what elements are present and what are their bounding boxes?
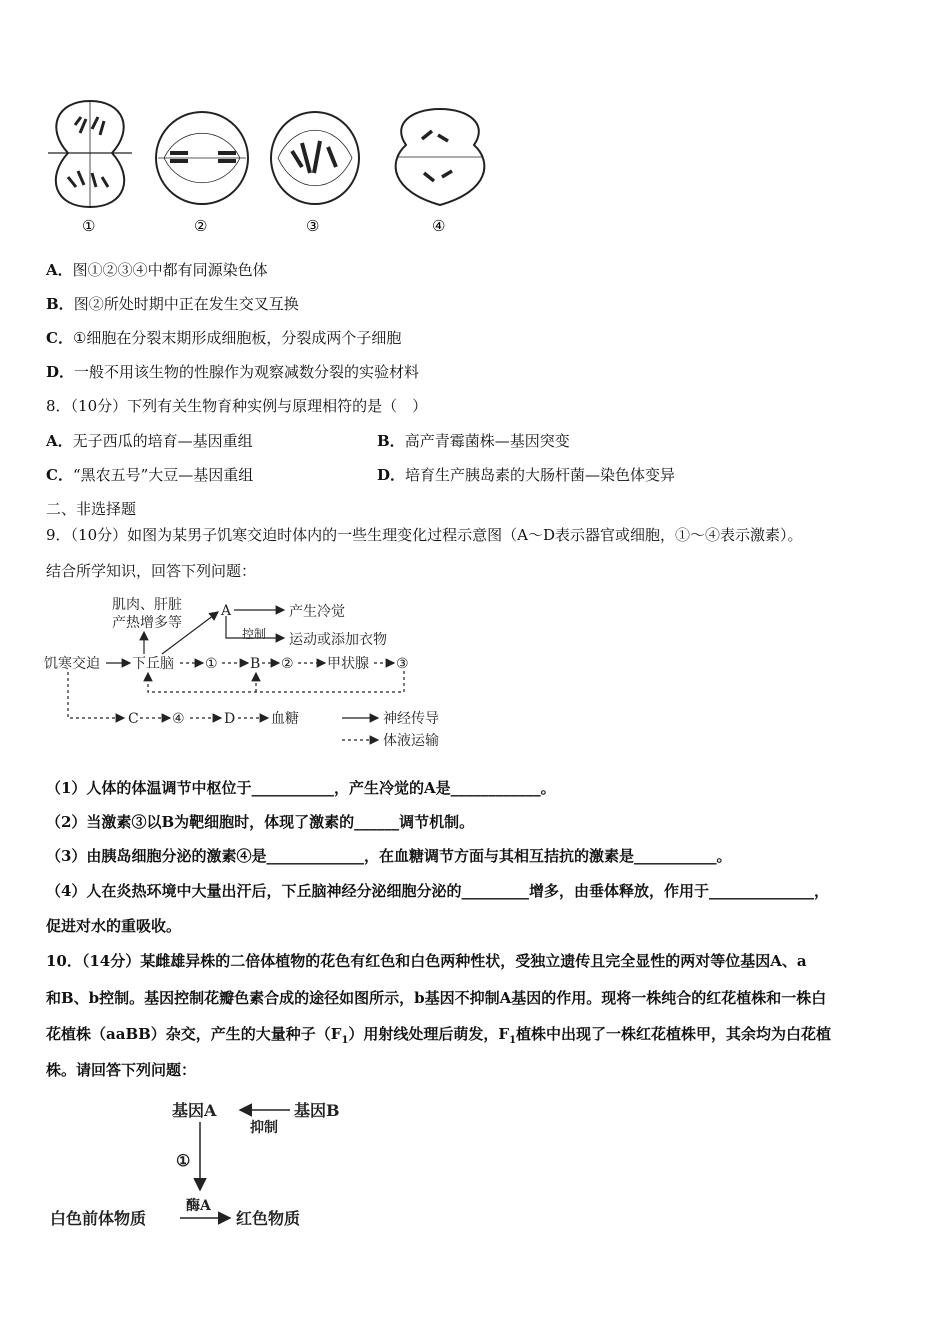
cell-division-figure (40, 95, 500, 240)
label-h1: ① (205, 656, 218, 672)
red-substance-label: 红色物质 (236, 1209, 301, 1228)
q10-line1: 10．（14分）某雌雄异株的二倍体植物的花色有红色和白色两种性状，受独立遗传且完全显性的两对等位基因A、a (46, 952, 807, 970)
option-text: ①细胞在分裂末期形成细胞板，分裂成两个子细胞 (72, 329, 402, 347)
option-letter: B． (46, 295, 74, 313)
q7-option-a (46, 260, 268, 280)
q9-sub4-line2: 促进对水的重吸收。 (46, 917, 182, 935)
legend-nerve: 神经传导 (383, 711, 439, 727)
q10-line3-mid: ）用射线处理后萌发，F (348, 1025, 510, 1043)
cell-label-1: ① (82, 217, 96, 235)
q9-sub2: （2）当激素③以B为靶细胞时，体现了激素的______调节机制。 (46, 813, 475, 831)
cell-2 (156, 112, 248, 204)
cell-label-2: ② (194, 217, 208, 235)
cell-label-3: ③ (306, 217, 320, 235)
q10-line3 (46, 1024, 831, 1051)
label-hunger-cold: 饥寒交迫 (44, 656, 100, 672)
q7-option-c (46, 328, 401, 348)
option-letter: A． (46, 261, 73, 279)
q8-option-c (46, 465, 253, 485)
q9-stem-line2: 结合所学知识，回答下列问题： (46, 562, 257, 580)
option-text: 无子西瓜的培育—基因重组 (72, 432, 253, 450)
step-label: ① (176, 1151, 191, 1170)
label-A: A (221, 603, 232, 619)
enzyme-label: 酶A (186, 1198, 211, 1214)
q7-option-d (46, 362, 419, 382)
q10-subscript-2: 1 (509, 1035, 517, 1046)
label-hypothalamus: 下丘脑 (132, 656, 174, 672)
q10-line2: 和B、b控制。基因控制花瓣色素合成的途径如图所示，b基因不抑制A基因的作用。现将一株纯合的红花植株和一株白 (46, 989, 827, 1007)
label-add-clothes: 运动或添加衣物 (289, 632, 387, 648)
option-letter: C． (46, 466, 73, 484)
gene-b-label: 基因B (294, 1101, 340, 1120)
option-text: “黑农五号”大豆—基因重组 (72, 466, 254, 484)
option-letter: A． (46, 432, 73, 450)
q10-line3-pre: 花植株（aaBB）杂交，产生的大量种子（F (46, 1025, 342, 1043)
q10-line4: 株。请回答下列问题： (46, 1061, 197, 1079)
legend-fluid: 体液运输 (383, 733, 439, 749)
label-thyroid: 甲状腺 (327, 656, 369, 672)
q8-option-b (377, 431, 570, 451)
option-letter: C． (46, 329, 73, 347)
q9-stem-line1: 9．（10分）如图为某男子饥寒交迫时体内的一些生理变化过程示意图（A～D表示器官或细胞，①～④表示激素）。 (46, 526, 803, 544)
q9-sub4-line1: （4）人在炎热环境中大量出汗后，下丘脑神经分泌细胞分泌的_________增多，由垂体释放，作用于______________， (46, 882, 829, 900)
label-blood-sugar: 血糖 (271, 711, 299, 727)
q8-option-d (377, 465, 675, 485)
cell-3 (271, 112, 359, 204)
q9-sub3: （3）由胰岛细胞分泌的激素④是_____________，在血糖调节方面与其相互拮抗的激素是___________。 (46, 847, 732, 865)
inhibit-label: 抑制 (250, 1120, 278, 1136)
option-letter: D． (377, 466, 406, 484)
cell-4 (396, 109, 485, 205)
label-D: D (224, 711, 236, 727)
label-C: C (128, 711, 139, 727)
label-h2: ② (281, 656, 294, 672)
cell-label-4: ④ (432, 217, 446, 235)
cell-1 (48, 101, 132, 207)
label-muscle-liver: 肌肉、肝脏 (112, 597, 182, 613)
q8-stem: 8．（10分）下列有关生物育种实例与原理相符的是（ ） (46, 397, 428, 415)
label-B: B (250, 656, 261, 672)
option-text: 图①②③④中都有同源染色体 (72, 261, 268, 279)
q7-option-b (46, 294, 299, 314)
option-text: 图②所处时期中正在发生交叉互换 (73, 295, 299, 313)
pigment-pathway-diagram (50, 1094, 370, 1234)
option-letter: D． (46, 363, 75, 381)
label-h4: ④ (172, 711, 185, 727)
option-text: 一般不用该生物的性腺作为观察减数分裂的实验材料 (74, 363, 420, 381)
label-h3: ③ (396, 656, 409, 672)
q10-line3-post: 植株中出现了一株红花植株甲，其余均为白花植 (516, 1025, 832, 1043)
label-control: 控制 (242, 627, 267, 641)
label-feel-cold: 产生冷觉 (289, 604, 345, 620)
q9-sub1: （1）人体的体温调节中枢位于___________，产生冷觉的A是____________。 (46, 779, 556, 797)
option-text: 高产青霉菌株—基因突变 (404, 432, 570, 450)
q10-subscript-1: 1 (341, 1035, 349, 1046)
precursor-label: 白色前体物质 (50, 1209, 147, 1228)
option-letter: B． (377, 432, 405, 450)
gene-a-label: 基因A (172, 1101, 217, 1120)
label-heat-increase: 产热增多等 (112, 615, 182, 631)
thermoregulation-diagram (44, 592, 464, 754)
q8-option-a (46, 431, 253, 451)
option-text: 培育生产胰岛素的大肠杆菌—染色体变异 (405, 466, 676, 484)
section-title: 二、非选择题 (46, 500, 137, 518)
